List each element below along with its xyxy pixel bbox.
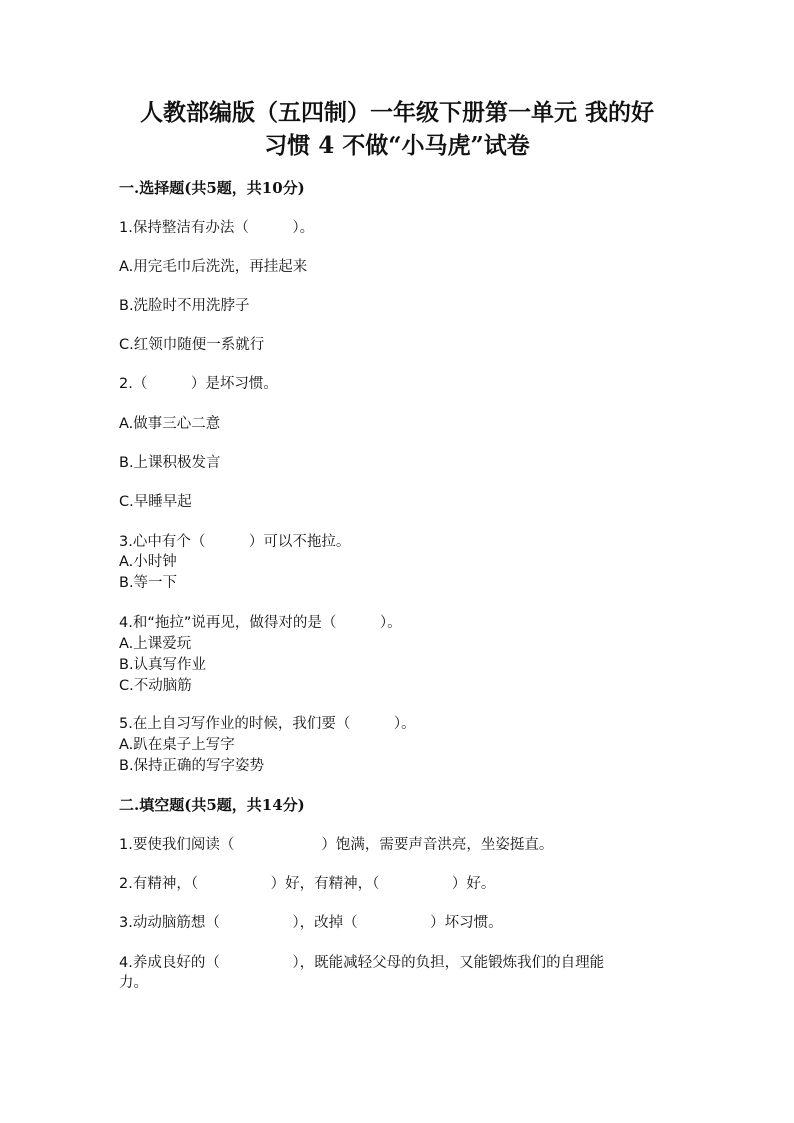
question-option: A.做事三心二意 bbox=[119, 416, 221, 432]
question-option: A.用完毛巾后洗洗，再挂起来 bbox=[119, 259, 308, 275]
section-heading-choice: 一.选择题(共5题，共10分) bbox=[119, 179, 305, 197]
question-option: C.红领巾随便一系就行 bbox=[119, 337, 265, 353]
question-stem: 4.养成良好的（ ），既能减轻父母的负担，又能锻炼我们的自理能 bbox=[119, 955, 605, 971]
question-option: B.认真写作业 bbox=[119, 657, 207, 673]
question-option: B.等一下 bbox=[119, 575, 178, 591]
section-heading-fill-in: 二.填空题(共5题，共14分) bbox=[119, 796, 305, 814]
question-stem: 1.保持整洁有办法（ ）。 bbox=[119, 220, 315, 236]
question-stem: 2.（ ）是坏习惯。 bbox=[119, 376, 278, 392]
exam-title-line-2: 习惯 4 不做“小马虎”试卷 bbox=[264, 132, 530, 159]
question-option: A.上课爱玩 bbox=[119, 636, 192, 652]
question-stem: 3.心中有个（ ）可以不拖拉。 bbox=[119, 534, 351, 550]
question-option: C.早睡早起 bbox=[119, 494, 192, 510]
exam-title-line-1: 人教部编版（五四制）一年级下册第一单元 我的好 bbox=[139, 99, 654, 126]
question-stem: 3.动动脑筋想（ ），改掉（ ）坏习惯。 bbox=[119, 915, 503, 931]
question-stem: 1.要使我们阅读（ ）饱满，需要声音洪亮，坐姿挺直。 bbox=[119, 837, 554, 853]
question-option: C.不动脑筋 bbox=[119, 678, 192, 694]
question-option: B.保持正确的写字姿势 bbox=[119, 758, 265, 774]
question-stem: 2.有精神，（ ）好，有精神，（ ）好。 bbox=[119, 876, 496, 892]
question-option: A.趴在桌子上写字 bbox=[119, 737, 235, 753]
question-stem-continuation: 力。 bbox=[119, 975, 148, 991]
question-stem: 5.在上自习写作业的时候，我们要（ ）。 bbox=[119, 716, 416, 732]
question-stem: 4.和“拖拉”说再见，做得对的是（ ）。 bbox=[119, 615, 402, 631]
question-option: A.小时钟 bbox=[119, 554, 177, 570]
question-option: B.上课积极发言 bbox=[119, 455, 221, 471]
question-option: B.洗脸时不用洗脖子 bbox=[119, 298, 250, 314]
